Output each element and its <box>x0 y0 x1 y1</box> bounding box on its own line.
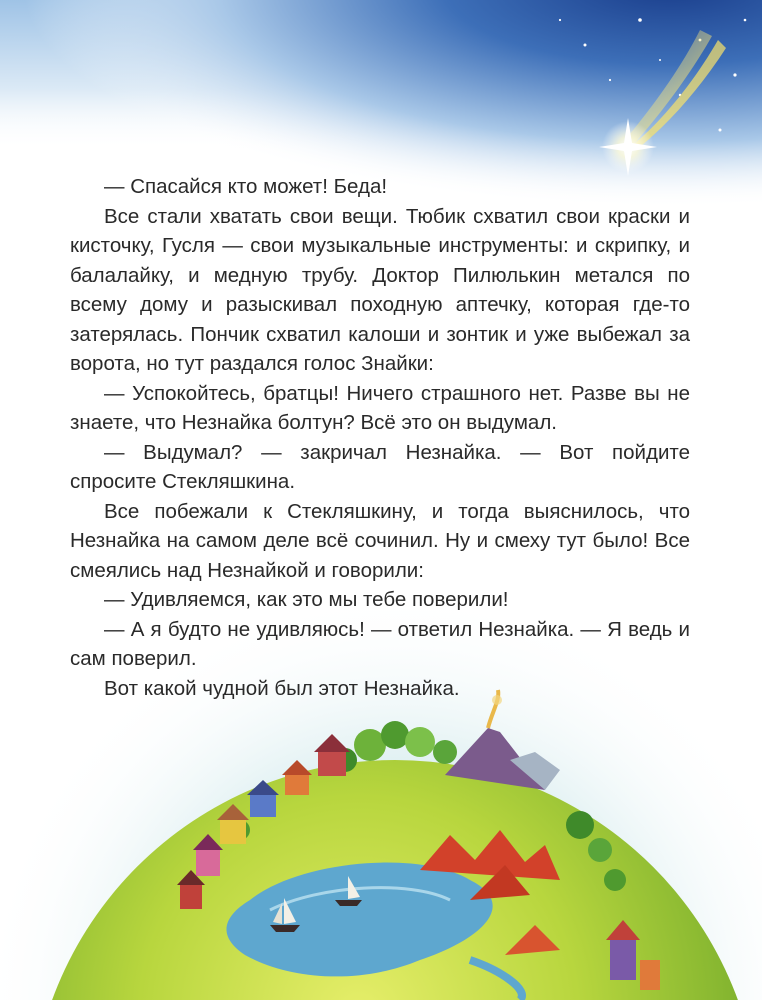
story-text <box>70 172 690 703</box>
story-paragraph: — Выдумал? — закричал Незнайка. — Вот пойдите спросите Стекляшкина. <box>70 440 690 493</box>
story-paragraph: Вот какой чудной был этот Незнайка. <box>104 676 460 700</box>
story-paragraph: Все побежали к Стекляшкину, и тогда выяснилось, что Незнайка на самом деле всё сочинил. Ну и смеху тут было! Все смеялись над Незнайкой и говорили: <box>70 499 690 582</box>
story-paragraph: — Спасайся кто может! Беда! <box>104 175 388 198</box>
story-paragraph: — А я будто не удивляюсь! — ответил Незнайка. — Я ведь и сам поверил. <box>70 617 690 670</box>
story-paragraph: Все стали хватать свои вещи. Тюбик схватил свои краски и кисточку, Гусля — свои музыкальные инструменты: и скрипку, и балалайку, и медную трубу. Доктор Пилюлькин метался по всему дому и разыскивал походную аптечку, которая где-то затерялась. Пончик схватил калоши и зонтик и уже выбежал за ворота, но тут раздался голос Знайки: <box>70 204 690 375</box>
story-paragraph: — Успокойтесь, братцы! Ничего страшного нет. Разве вы не знаете, что Незнайка болтун? Всё это он выдумал. <box>70 381 690 434</box>
story-paragraph: — Удивляемся, как это мы тебе поверили! <box>104 588 509 611</box>
